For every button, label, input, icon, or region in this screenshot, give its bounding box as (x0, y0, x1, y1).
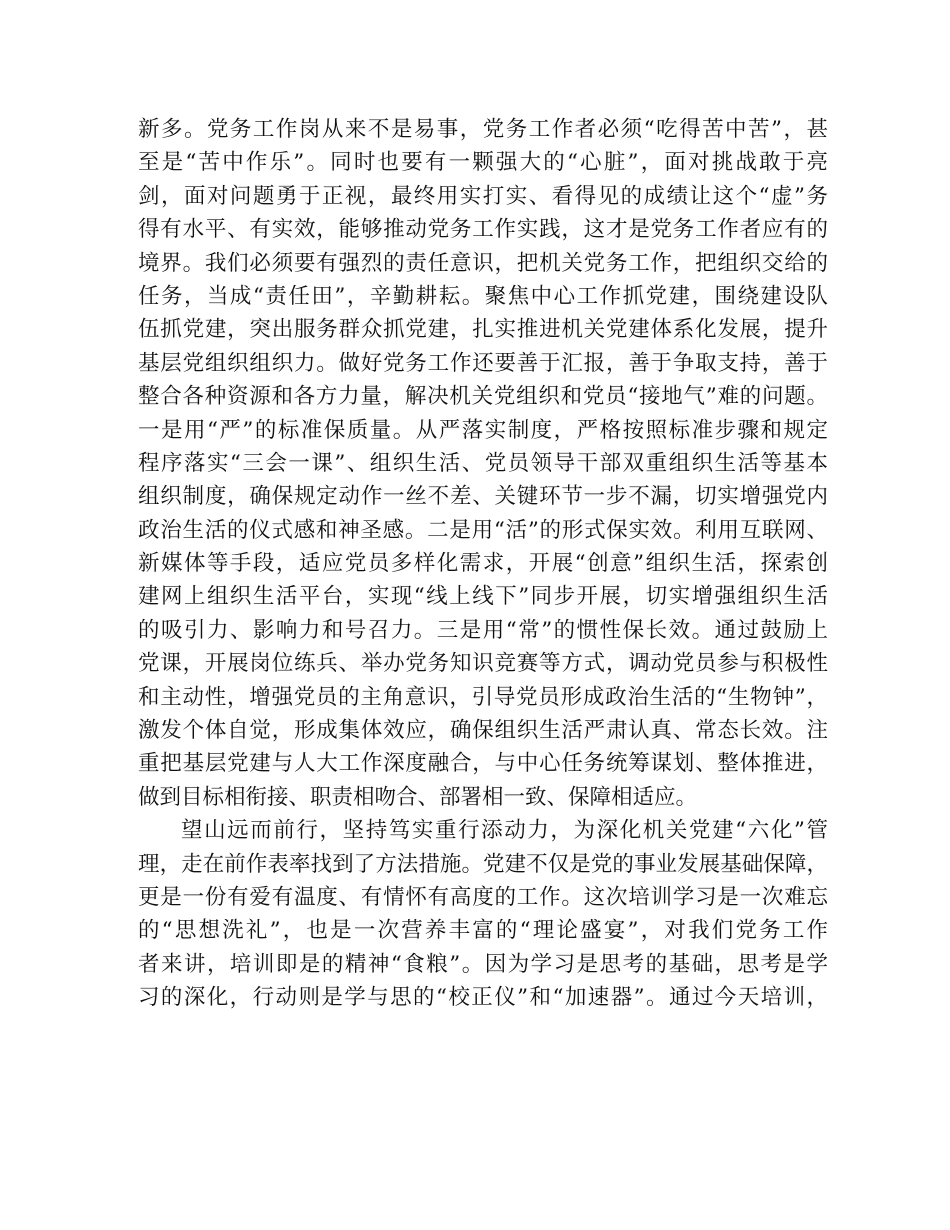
text-line: 建网上组织生活平台，实现“线上线下”同步开展，切实增强组织生活 (138, 584, 828, 610)
text-line: 组织制度，确保规定动作一丝不差、关键环节一步不漏，切实增强党内 (138, 484, 828, 510)
text-line: 至是“苦中作乐”。同时也要有一颗强大的“心脏”，面对挑战敢于亮 (138, 150, 828, 176)
text-line: 剑，面对问题勇于正视，最终用实打实、看得见的成绩让这个“虚”务 (138, 183, 828, 209)
text-line: 的“思想洗礼”，也是一次营养丰富的“理论盛宴”，对我们党务工作 (138, 918, 828, 944)
text-line: 程序落实“三会一课”、组织生活、党员领导干部双重组织生活等基本 (138, 450, 828, 476)
text-line: 境界。我们必须要有强烈的责任意识，把机关党务工作，把组织交给的 (138, 250, 828, 276)
text-line: 者来讲，培训即是的精神“食粮”。因为学习是思考的基础，思考是学 (138, 951, 828, 977)
text-line: 习的深化，行动则是学与思的“校正仪”和“加速器”。通过今天培训， (138, 985, 828, 1011)
text-line: 做到目标相衔接、职责相吻合、部署相一致、保障相适应。 (138, 784, 698, 810)
text-line: 更是一份有爱有温度、有情怀有高度的工作。这次培训学习是一次难忘 (138, 884, 828, 910)
text-line: 新多。党务工作岗从来不是易事，党务工作者必须“吃得苦中苦”，甚 (138, 117, 828, 142)
text-line: 和主动性，增强党员的主角意识，引导党员形成政治生活的“生物钟”， (138, 684, 828, 710)
text-line: 一是用“严”的标准保质量。从严落实制度，严格按照标准步骤和规定 (138, 417, 828, 443)
text-line: 党课，开展岗位练兵、举办党务知识竞赛等方式，调动党员参与积极性 (138, 651, 828, 677)
text-line: 激发个体自觉，形成集体效应，确保组织生活严肃认真、常态长效。注 (138, 718, 828, 744)
text-line: 任务，当成“责任田”，辛勤耕耘。聚焦中心工作抓党建，围绕建设队 (138, 283, 828, 309)
text-line: 理，走在前作表率找到了方法措施。党建不仅是党的事业发展基础保障， (138, 851, 828, 877)
text-line: 伍抓党建，突出服务群众抓党建，扎实推进机关党建体系化发展，提升 (138, 317, 828, 343)
text-line: 基层党组织组织力。做好党务工作还要善于汇报，善于争取支持，善于 (138, 350, 828, 376)
text-line: 重把基层党建与人大工作深度融合，与中心任务统筹谋划、整体推进， (138, 751, 828, 777)
text-line: 政治生活的仪式感和神圣感。二是用“活”的形式保实效。利用互联网、 (138, 517, 828, 543)
text-line: 的吸引力、影响力和号召力。三是用“常”的惯性保长效。通过鼓励上 (138, 617, 828, 643)
body-text (138, 113, 828, 1015)
text-line: 望山远而前行，坚持笃实重行添动力，为深化机关党建“六化”管 (181, 818, 828, 844)
text-line: 整合各种资源和各方力量，解决机关党组织和党员“接地气”难的问题。 (138, 384, 828, 410)
paragraph-1 (138, 113, 828, 814)
paragraph-2 (138, 814, 828, 1014)
text-line: 新媒体等手段，适应党员多样化需求，开展“创意”组织生活，探索创 (138, 551, 828, 577)
text-line: 得有水平、有实效，能够推动党务工作实践，这才是党务工作者应有的 (138, 217, 828, 243)
